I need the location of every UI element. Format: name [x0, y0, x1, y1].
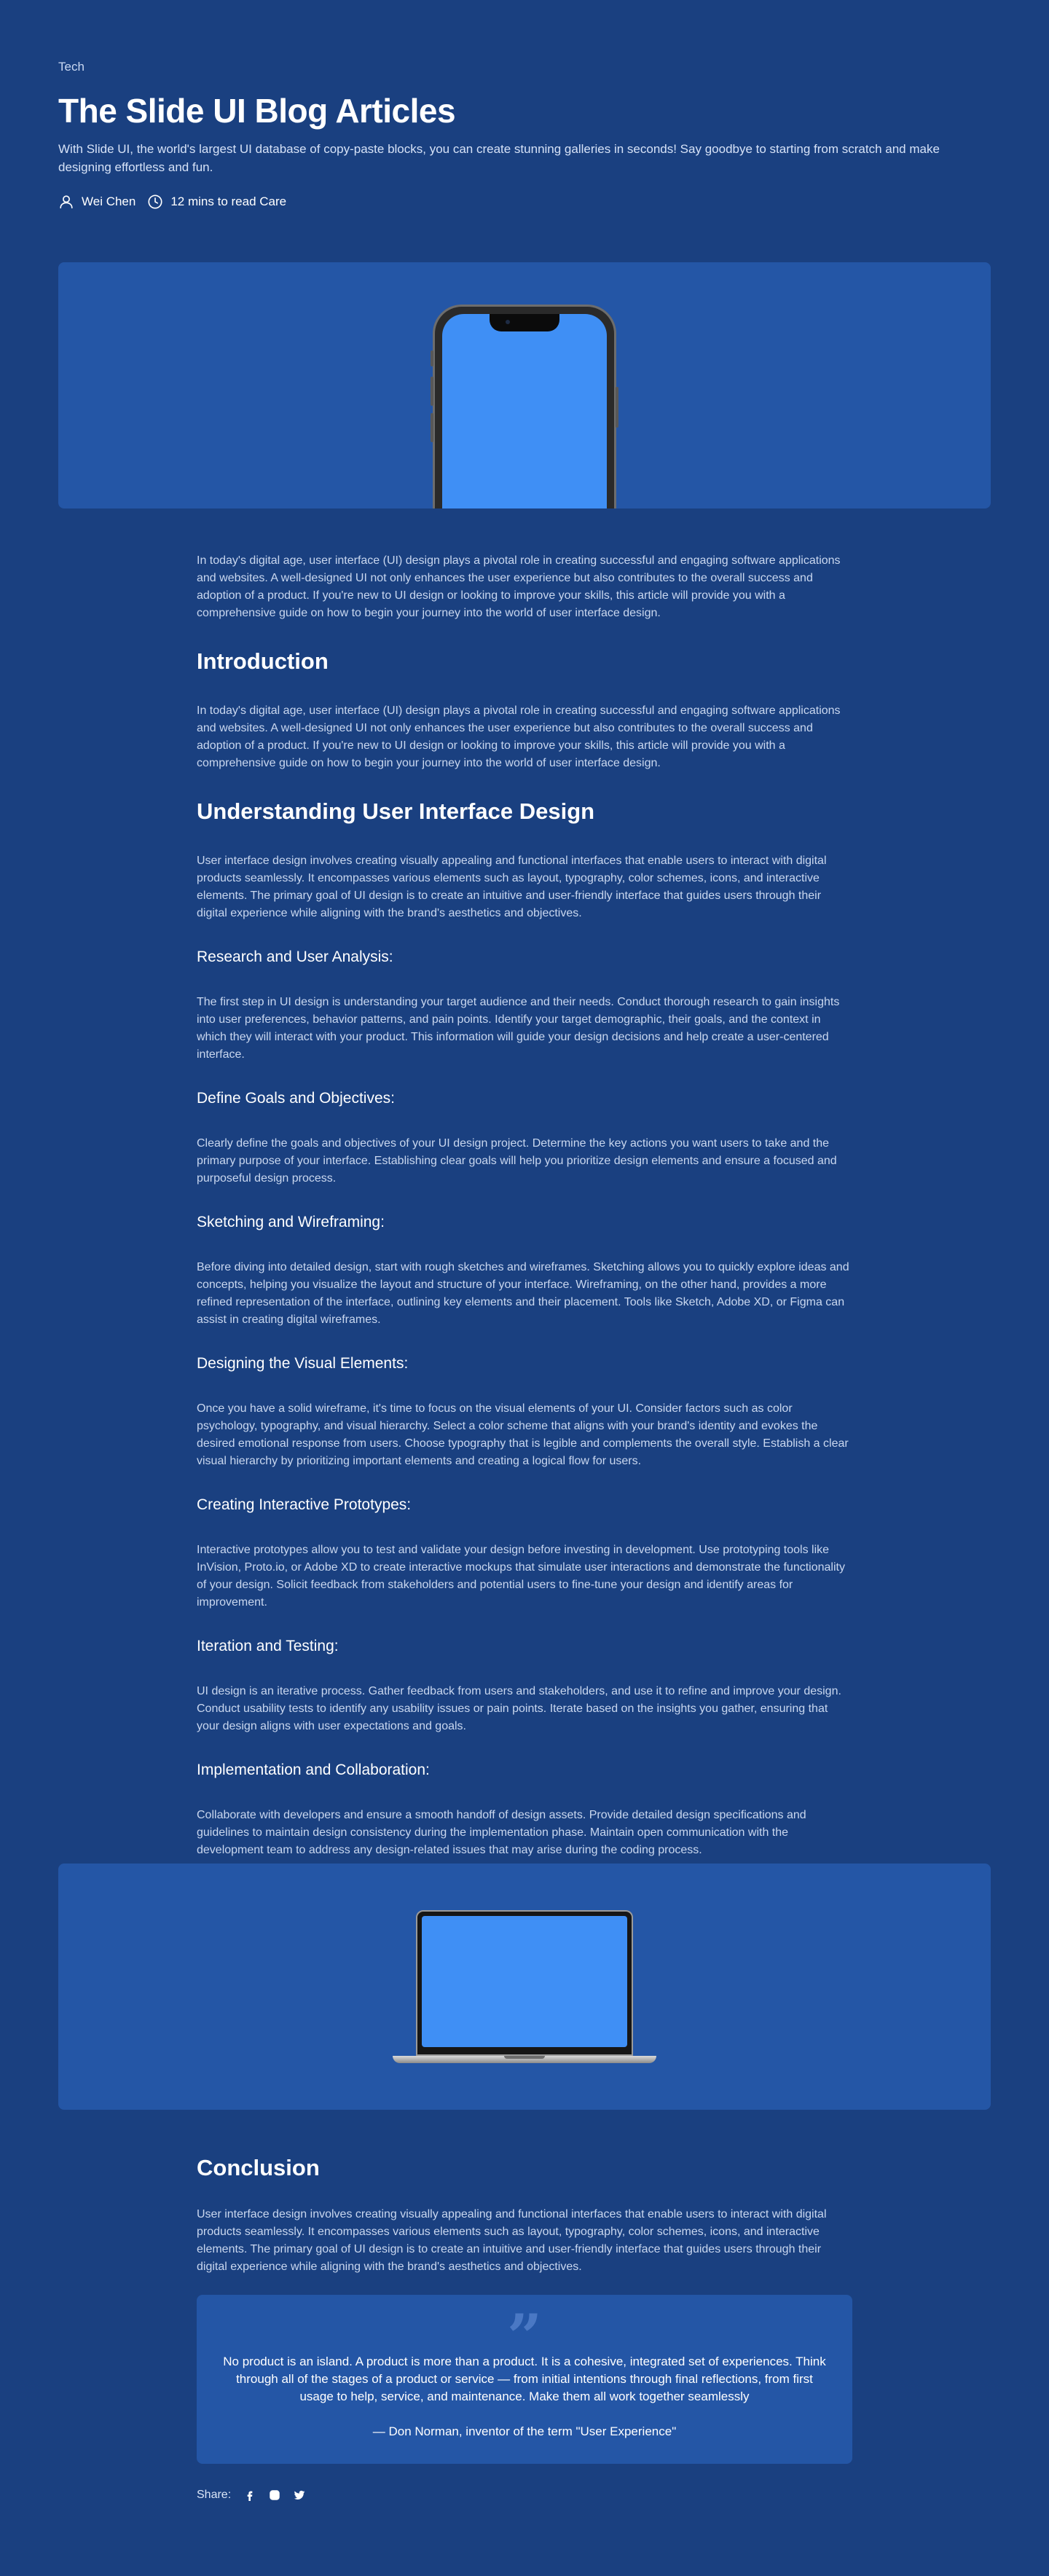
share-bar — [197, 2489, 852, 2502]
section-heading: Introduction — [197, 648, 329, 674]
author-name[interactable]: Wei Chen — [82, 195, 136, 208]
twitter-icon — [294, 2489, 305, 2501]
phone-screen — [442, 314, 607, 508]
twitter-share-button[interactable] — [294, 2489, 305, 2501]
subsection-paragraph: Interactive prototypes allow you to test and validate your design before investing in development. Use prototyping tools like InVision, Proto.io, or Adobe XD to create interactive mockups that simulate user interactions and demonstrate the functionality of your design. Solicit feedback from stakeholders and potential users to fine-tune your design and identify areas for improvement. — [197, 1544, 845, 1609]
laptop-notch — [504, 2056, 545, 2059]
user-icon — [58, 194, 74, 210]
subsection-paragraph: Once you have a solid wireframe, it's time to focus on the visual elements of your UI. Consider factors such as color psychology, typography, and visual hierarchy. Select a color scheme that aligns with your brand's identity and evokes the desired emotional response from users. Choose typography that is legible and complements the overall style. Establish a clear visual hierarchy by prioritizing important elements and creating a logical flow for users. — [197, 1402, 849, 1467]
subsection-heading: Iteration and Testing: — [197, 1638, 339, 1654]
instagram-share-button[interactable] — [269, 2489, 280, 2501]
author-meta — [58, 194, 135, 210]
laptop-base — [393, 2056, 656, 2063]
phone-side-button — [431, 350, 433, 366]
section-paragraph: In today's digital age, user interface (UI) design plays a pivotal role in creating successful and engaging software applications and websites. A well-designed UI not only enhances the user experience but also contributes to the overall success and adoption of a product. If you're new to UI design or looking to improve your skills, this article will provide you with a comprehensive guide on how to begin your journey into the world of user interface design. — [197, 704, 841, 769]
section-heading: Understanding User Interface Design — [197, 798, 595, 824]
quote-author: — Don Norman, inventor of the term "User Experience" — [372, 2424, 677, 2438]
quote-text: No product is an island. A product is more than a product. It is a cohesive, integrated set of experiences. Think through all of the stages of a product or service — from initial intentions through final reflections, from first usage to help, service, and maintenance. Make them all work together seamlessly — [223, 2355, 826, 2403]
subsection-heading: Sketching and Wireframing: — [197, 1214, 385, 1230]
read-time: 12 mins to read Care — [170, 195, 287, 208]
conclusion-heading: Conclusion — [197, 2155, 320, 2180]
phone-notch — [490, 314, 559, 331]
conclusion-paragraph: User interface design involves creating visually appealing and functional interfaces that enable users to interact with digital products seamlessly. It encompasses various elements such as layout, typography, color schemes, icons, and interactive elements. The primary goal of UI design is to create an intuitive and user-friendly interface that guides users through their digital experience while aligning with the brand's aesthetics and objectives. — [197, 2208, 827, 2273]
page-subtitle: With Slide UI, the world's largest UI database of copy-paste blocks, you can create stunning galleries in seconds! Say goodbye to starting from scratch and make designing effortless and fun. — [58, 142, 940, 174]
subsection-heading: Implementation and Collaboration: — [197, 1762, 430, 1778]
page-title: The Slide UI Blog Articles — [58, 92, 456, 130]
conclusion-section — [197, 2153, 852, 2502]
phone-side-button — [431, 377, 433, 406]
subsection-heading: Define Goals and Objectives: — [197, 1090, 395, 1107]
hero-image-phone — [58, 262, 991, 508]
article-header — [58, 58, 991, 210]
laptop-mockup — [416, 1910, 633, 2056]
subsection-heading: Research and User Analysis: — [197, 949, 393, 965]
subsection-heading: Designing the Visual Elements: — [197, 1355, 409, 1372]
subsection-paragraph: Clearly define the goals and objectives of your UI design project. Determine the key actions you want users to take and the primary purpose of your interface. Establishing clear goals will help you prioritize design elements and ensure a focused and purposeful design process. — [197, 1137, 837, 1185]
phone-side-button — [431, 413, 433, 442]
share-label: Share: — [197, 2489, 232, 2501]
category-label[interactable]: Tech — [58, 60, 85, 74]
article-meta — [58, 194, 991, 210]
section-paragraph: User interface design involves creating visually appealing and functional interfaces that enable users to interact with digital products seamlessly. It encompasses various elements such as layout, typography, color schemes, icons, and interactive elements. The primary goal of UI design is to create an intuitive and user-friendly interface that guides users through their digital experience while aligning with the brand's aesthetics and objectives. — [197, 855, 827, 919]
clock-icon — [147, 194, 163, 210]
subsection-paragraph: UI design is an iterative process. Gather feedback from users and stakeholders, and use it to refine and improve your design. Conduct usability tests to identify any usability issues or pain points. Iterate based on the insights you gather, ensuring that your design aligns with user expectations and goals. — [197, 1685, 841, 1732]
facebook-share-button[interactable] — [244, 2489, 256, 2501]
hero-image-laptop — [58, 1864, 991, 2110]
read-time-meta — [147, 194, 286, 210]
subsection-paragraph: Before diving into detailed design, start with rough sketches and wireframes. Sketching allows you to quickly explore ideas and concepts, helping you visualize the layout and structure of your interface. Wireframing, on the other hand, provides a more refined representation of the interface, outlining key elements and their placement. Tools like Sketch, Adobe XD, or Figma can assist in creating digital wireframes. — [197, 1261, 849, 1326]
phone-side-button — [616, 387, 618, 428]
laptop-screen — [422, 1916, 627, 2047]
quote-icon: ” — [506, 2301, 543, 2373]
subsection-paragraph: Collaborate with developers and ensure a smooth handoff of design assets. Provide detailed design specifications and guidelines to maintain design consistency during the implementation phase. Maintain open communication with the development team to address any design-related issues that may arise during the coding process. — [197, 1809, 806, 1856]
quote-card — [197, 2295, 852, 2464]
article-body — [197, 552, 852, 1859]
subsection-heading: Creating Interactive Prototypes: — [197, 1496, 412, 1513]
subsection-paragraph: The first step in UI design is understanding your target audience and their needs. Conduct thorough research to gain insights into user preferences, behavior patterns, and pain points. Identify your target demographic, their goals, and the context in which they will interact with your product. This information will guide your design decisions and help create a user-centered interface. — [197, 996, 840, 1061]
instagram-icon — [269, 2489, 280, 2501]
intro-paragraph: In today's digital age, user interface (UI) design plays a pivotal role in creating successful and engaging software applications and websites. A well-designed UI not only enhances the user experience but also contributes to the overall success and adoption of a product. If you're new to UI design or looking to improve your skills, this article will provide you with a comprehensive guide on how to begin your journey into the world of user interface design. — [197, 554, 841, 619]
facebook-icon — [244, 2489, 256, 2501]
phone-mockup — [433, 305, 616, 508]
